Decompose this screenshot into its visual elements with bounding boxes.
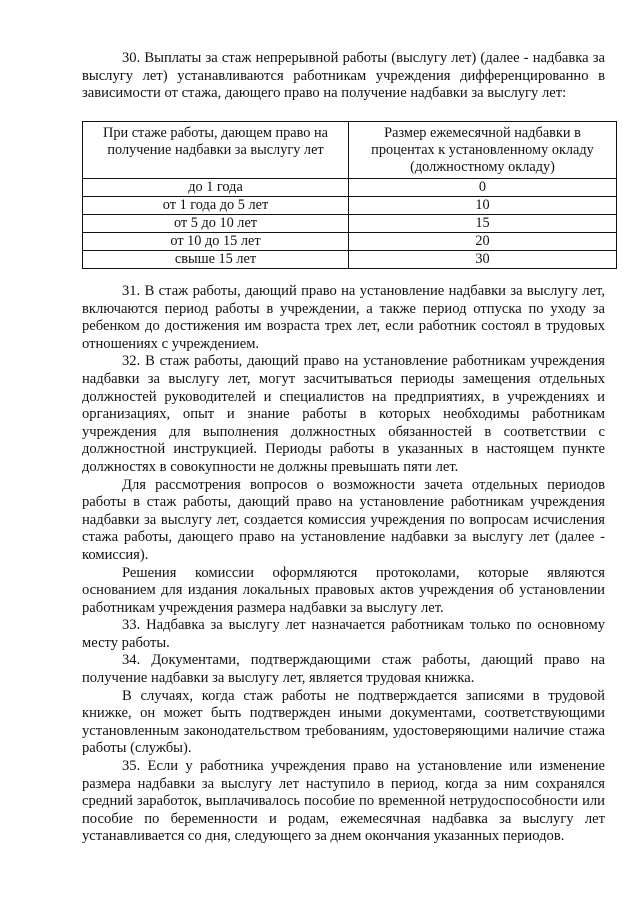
allowance-table (82, 121, 617, 269)
cell-percent: 20 (349, 233, 617, 251)
paragraph-31: 31. В стаж работы, дающий право на установление надбавки за выслугу лет, включаются период работы в учреждении, а также период отпуска по уходу за ребенком до достижения им возраста трех лет, если работник состоял в трудовых отношениях с учреждением. (82, 283, 605, 352)
cell-percent: 10 (349, 197, 617, 215)
cell-percent: 30 (349, 251, 617, 269)
table-row (83, 179, 617, 197)
paragraph-30 (82, 50, 605, 103)
table-header-row (83, 122, 617, 179)
table-row (83, 251, 617, 269)
cell-term: от 5 до 10 лет (83, 215, 349, 233)
table-row (83, 197, 617, 215)
header-experience: При стаже работы, дающем право на получение надбавки за выслугу лет (83, 122, 349, 179)
header-percent: Размер ежемесячной надбавки в процентах к установленному окладу (должностному окладу) (349, 122, 617, 179)
cell-term: от 10 до 15 лет (83, 233, 349, 251)
paragraph-35: 35. Если у работника учреждения право на установление или изменение размера надбавки за выслугу лет наступило в период, когда за ним сохранялся средний заработок, выплачивалось пособие по временной нетрудоспособности или пособие по беременности и родам, ежемесячная надбавка за выслугу лет устанавливается со дня, следующего за днем окончания указанных периодов. (82, 758, 605, 845)
cell-term: до 1 года (83, 179, 349, 197)
cell-percent: 0 (349, 179, 617, 197)
paragraph-32-decisions: Решения комиссии оформляются протоколами, которые являются основанием для издания локальных правовых актов учреждения об установлении работникам учреждения размера надбавки за выслугу лет. (82, 564, 605, 616)
table-row (83, 233, 617, 251)
cell-term: от 1 года до 5 лет (83, 197, 349, 215)
paragraph-32-commission: Для рассмотрения вопросов о возможности зачета отдельных периодов работы в стаж работы, дающий право на установление работникам учреждения надбавки за выслугу лет, создается комиссия учреждения по вопросам исчисления стажа работы, дающего право на установление надбавки за выслугу лет (далее - комиссия). (82, 476, 605, 563)
paragraph-34-cases: В случаях, когда стаж работы не подтверждается записями в трудовой книжке, он может быть подтвержден иными документами, соответствующими установленным законодательством требованиям, удостоверяющими наличие стажа работы (службы). (82, 687, 605, 757)
cell-term: свыше 15 лет (83, 251, 349, 269)
cell-percent: 15 (349, 215, 617, 233)
body-text (82, 283, 605, 846)
paragraph-34: 34. Документами, подтверждающими стаж работы, дающий право на получение надбавки за выслугу лет, является трудовая книжка. (82, 652, 605, 687)
paragraph-33: 33. Надбавка за выслугу лет назначается работникам только по основному месту работы. (82, 617, 605, 651)
paragraph-30-text: 30. Выплаты за стаж непрерывной работы (выслугу лет) (далее - надбавка за выслугу лет) устанавливаются работникам учреждения дифференцированно в зависимости от стажа, дающего право на получение надбавки за выслугу лет: (82, 50, 605, 102)
table-row (83, 215, 617, 233)
paragraph-32: 32. В стаж работы, дающий право на установление работникам учреждения надбавки за выслугу лет, могут засчитываться периоды замещения отдельных должностей руководителей и специалистов на предприятиях, в учреждениях и организациях, опыт и знание работы в которых необходимы работникам учреждения для выполнения должностных обязанностей в соответствии с должностной инструкцией. Периоды работы в указанных в настоящем пункте должностях в совокупности не должны превышать пяти лет. (82, 353, 605, 475)
